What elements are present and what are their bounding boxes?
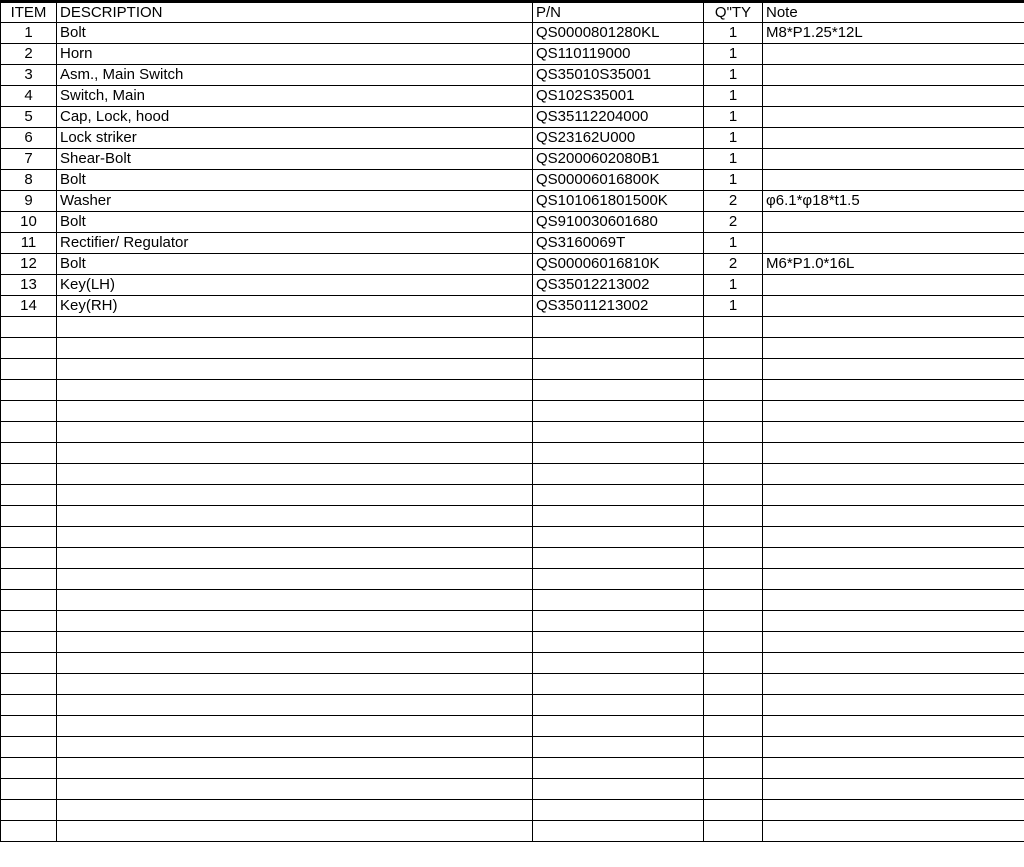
- cell-description: Key(RH): [57, 296, 533, 317]
- cell-note: [763, 401, 1024, 422]
- table-row: [1, 674, 1024, 695]
- cell-item: 9: [1, 191, 57, 212]
- cell-qty: [704, 758, 763, 779]
- cell-item: [1, 737, 57, 758]
- cell-description: [57, 380, 533, 401]
- cell-note: [763, 212, 1024, 233]
- cell-pn: [533, 401, 704, 422]
- cell-qty: [704, 590, 763, 611]
- table-row: [1, 107, 1024, 128]
- cell-note: M6*P1.0*16L: [763, 254, 1024, 275]
- table-row: [1, 737, 1024, 758]
- cell-item: 13: [1, 275, 57, 296]
- cell-note: [763, 527, 1024, 548]
- cell-item: [1, 779, 57, 800]
- cell-note: [763, 485, 1024, 506]
- cell-note: [763, 170, 1024, 191]
- cell-description: Shear-Bolt: [57, 149, 533, 170]
- cell-item: 11: [1, 233, 57, 254]
- cell-pn: [533, 800, 704, 821]
- cell-item: [1, 485, 57, 506]
- cell-description: [57, 674, 533, 695]
- cell-note: [763, 800, 1024, 821]
- cell-item: [1, 821, 57, 842]
- cell-qty: [704, 716, 763, 737]
- table-row: [1, 653, 1024, 674]
- cell-pn: [533, 443, 704, 464]
- cell-item: [1, 317, 57, 338]
- cell-qty: 1: [704, 107, 763, 128]
- cell-pn: [533, 821, 704, 842]
- cell-pn: QS3160069T: [533, 233, 704, 254]
- cell-description: [57, 359, 533, 380]
- cell-pn: QS35112204000: [533, 107, 704, 128]
- cell-item: [1, 716, 57, 737]
- cell-item: 12: [1, 254, 57, 275]
- cell-qty: 2: [704, 191, 763, 212]
- table-row: [1, 191, 1024, 212]
- cell-description: Switch, Main: [57, 86, 533, 107]
- table-row: [1, 464, 1024, 485]
- cell-description: [57, 758, 533, 779]
- cell-description: [57, 317, 533, 338]
- table-row: [1, 170, 1024, 191]
- cell-note: [763, 590, 1024, 611]
- cell-description: [57, 338, 533, 359]
- cell-pn: [533, 338, 704, 359]
- cell-qty: [704, 464, 763, 485]
- cell-description: [57, 695, 533, 716]
- cell-note: [763, 44, 1024, 65]
- table-row: [1, 212, 1024, 233]
- cell-pn: [533, 779, 704, 800]
- header-row: [1, 2, 1024, 23]
- table-row: [1, 548, 1024, 569]
- cell-item: [1, 590, 57, 611]
- cell-description: [57, 443, 533, 464]
- cell-description: Bolt: [57, 23, 533, 44]
- cell-item: 10: [1, 212, 57, 233]
- table-row: [1, 233, 1024, 254]
- table-row: [1, 422, 1024, 443]
- table-row: [1, 779, 1024, 800]
- cell-note: [763, 422, 1024, 443]
- cell-description: [57, 821, 533, 842]
- cell-description: [57, 548, 533, 569]
- header-pn: P/N: [533, 2, 704, 23]
- cell-note: [763, 674, 1024, 695]
- cell-pn: QS102S35001: [533, 86, 704, 107]
- cell-qty: [704, 422, 763, 443]
- cell-pn: QS2000602080B1: [533, 149, 704, 170]
- cell-pn: [533, 590, 704, 611]
- table-row: [1, 359, 1024, 380]
- cell-item: 6: [1, 128, 57, 149]
- cell-item: 5: [1, 107, 57, 128]
- cell-pn: QS910030601680: [533, 212, 704, 233]
- header-qty: Q"TY: [704, 2, 763, 23]
- cell-pn: [533, 527, 704, 548]
- cell-qty: 1: [704, 296, 763, 317]
- cell-qty: [704, 506, 763, 527]
- cell-qty: 2: [704, 254, 763, 275]
- cell-item: [1, 464, 57, 485]
- cell-description: Lock striker: [57, 128, 533, 149]
- cell-description: Bolt: [57, 254, 533, 275]
- cell-description: [57, 716, 533, 737]
- cell-pn: [533, 485, 704, 506]
- cell-qty: [704, 548, 763, 569]
- cell-note: [763, 548, 1024, 569]
- cell-item: [1, 380, 57, 401]
- cell-item: [1, 443, 57, 464]
- parts-list-body: [1, 2, 1024, 842]
- cell-note: [763, 359, 1024, 380]
- cell-pn: [533, 653, 704, 674]
- cell-qty: [704, 653, 763, 674]
- cell-item: [1, 359, 57, 380]
- cell-note: [763, 821, 1024, 842]
- cell-note: [763, 149, 1024, 170]
- cell-note: [763, 275, 1024, 296]
- cell-qty: 1: [704, 170, 763, 191]
- cell-item: [1, 548, 57, 569]
- cell-description: [57, 590, 533, 611]
- cell-note: [763, 317, 1024, 338]
- cell-qty: [704, 443, 763, 464]
- cell-item: [1, 422, 57, 443]
- table-row: [1, 128, 1024, 149]
- cell-item: 14: [1, 296, 57, 317]
- cell-pn: [533, 380, 704, 401]
- cell-item: [1, 695, 57, 716]
- cell-pn: [533, 464, 704, 485]
- cell-qty: [704, 338, 763, 359]
- cell-note: [763, 758, 1024, 779]
- cell-description: [57, 422, 533, 443]
- cell-item: 1: [1, 23, 57, 44]
- table-row: [1, 632, 1024, 653]
- cell-qty: [704, 674, 763, 695]
- cell-description: Washer: [57, 191, 533, 212]
- table-row: [1, 443, 1024, 464]
- cell-item: 7: [1, 149, 57, 170]
- cell-qty: [704, 569, 763, 590]
- cell-pn: QS101061801500K: [533, 191, 704, 212]
- table-row: [1, 401, 1024, 422]
- cell-qty: [704, 485, 763, 506]
- header-note: Note: [763, 2, 1024, 23]
- cell-item: [1, 338, 57, 359]
- cell-pn: [533, 422, 704, 443]
- header-description: DESCRIPTION: [57, 2, 533, 23]
- cell-note: [763, 779, 1024, 800]
- cell-item: [1, 506, 57, 527]
- cell-note: [763, 464, 1024, 485]
- cell-item: [1, 611, 57, 632]
- cell-pn: [533, 758, 704, 779]
- cell-qty: [704, 695, 763, 716]
- cell-pn: QS35012213002: [533, 275, 704, 296]
- cell-qty: 1: [704, 65, 763, 86]
- cell-item: 8: [1, 170, 57, 191]
- cell-qty: 1: [704, 275, 763, 296]
- cell-note: [763, 65, 1024, 86]
- cell-qty: [704, 401, 763, 422]
- cell-pn: QS00006016810K: [533, 254, 704, 275]
- cell-pn: QS110119000: [533, 44, 704, 65]
- cell-item: [1, 569, 57, 590]
- cell-note: [763, 506, 1024, 527]
- table-row: [1, 527, 1024, 548]
- cell-pn: [533, 359, 704, 380]
- cell-qty: 1: [704, 128, 763, 149]
- cell-pn: QS35010S35001: [533, 65, 704, 86]
- cell-note: [763, 716, 1024, 737]
- table-row: [1, 254, 1024, 275]
- cell-description: Key(LH): [57, 275, 533, 296]
- cell-note: [763, 86, 1024, 107]
- cell-item: 3: [1, 65, 57, 86]
- cell-description: [57, 569, 533, 590]
- cell-note: [763, 737, 1024, 758]
- cell-description: [57, 527, 533, 548]
- cell-qty: 1: [704, 149, 763, 170]
- cell-note: [763, 128, 1024, 149]
- cell-description: [57, 401, 533, 422]
- cell-note: [763, 443, 1024, 464]
- cell-note: φ6.1*φ18*t1.5: [763, 191, 1024, 212]
- cell-description: Bolt: [57, 170, 533, 191]
- table-row: [1, 485, 1024, 506]
- table-row: [1, 716, 1024, 737]
- cell-qty: 1: [704, 86, 763, 107]
- cell-pn: [533, 506, 704, 527]
- cell-item: 2: [1, 44, 57, 65]
- header-item: ITEM: [1, 2, 57, 23]
- cell-description: [57, 800, 533, 821]
- cell-description: Asm., Main Switch: [57, 65, 533, 86]
- cell-qty: 2: [704, 212, 763, 233]
- table-row: [1, 44, 1024, 65]
- cell-qty: [704, 779, 763, 800]
- cell-item: 4: [1, 86, 57, 107]
- table-row: [1, 275, 1024, 296]
- cell-note: [763, 107, 1024, 128]
- table-row: [1, 695, 1024, 716]
- cell-pn: [533, 737, 704, 758]
- cell-qty: [704, 821, 763, 842]
- cell-description: [57, 779, 533, 800]
- cell-description: [57, 485, 533, 506]
- table-row: [1, 506, 1024, 527]
- table-row: [1, 611, 1024, 632]
- cell-description: [57, 464, 533, 485]
- table-row: [1, 338, 1024, 359]
- cell-item: [1, 632, 57, 653]
- table-row: [1, 317, 1024, 338]
- cell-pn: QS00006016800K: [533, 170, 704, 191]
- cell-item: [1, 653, 57, 674]
- cell-qty: [704, 737, 763, 758]
- cell-description: Horn: [57, 44, 533, 65]
- cell-pn: [533, 569, 704, 590]
- cell-note: [763, 569, 1024, 590]
- cell-pn: QS0000801280KL: [533, 23, 704, 44]
- table-row: [1, 23, 1024, 44]
- cell-item: [1, 800, 57, 821]
- cell-item: [1, 758, 57, 779]
- cell-item: [1, 401, 57, 422]
- cell-item: [1, 674, 57, 695]
- cell-qty: 1: [704, 233, 763, 254]
- cell-pn: [533, 548, 704, 569]
- cell-qty: [704, 317, 763, 338]
- cell-note: [763, 296, 1024, 317]
- cell-qty: 1: [704, 44, 763, 65]
- table-row: [1, 758, 1024, 779]
- cell-pn: [533, 695, 704, 716]
- table-row: [1, 86, 1024, 107]
- cell-qty: [704, 632, 763, 653]
- cell-note: [763, 611, 1024, 632]
- table-row: [1, 800, 1024, 821]
- cell-note: [763, 380, 1024, 401]
- cell-qty: 1: [704, 23, 763, 44]
- cell-qty: [704, 359, 763, 380]
- cell-pn: QS23162U000: [533, 128, 704, 149]
- cell-note: [763, 695, 1024, 716]
- table-row: [1, 821, 1024, 842]
- cell-description: Cap, Lock, hood: [57, 107, 533, 128]
- table-row: [1, 569, 1024, 590]
- cell-description: Bolt: [57, 212, 533, 233]
- cell-description: [57, 737, 533, 758]
- cell-pn: [533, 674, 704, 695]
- table-row: [1, 380, 1024, 401]
- cell-description: Rectifier/ Regulator: [57, 233, 533, 254]
- cell-note: [763, 233, 1024, 254]
- cell-note: [763, 632, 1024, 653]
- cell-pn: [533, 317, 704, 338]
- cell-qty: [704, 800, 763, 821]
- table-row: [1, 590, 1024, 611]
- table-row: [1, 149, 1024, 170]
- cell-description: [57, 653, 533, 674]
- cell-qty: [704, 380, 763, 401]
- cell-pn: [533, 611, 704, 632]
- cell-pn: QS35011213002: [533, 296, 704, 317]
- cell-pn: [533, 632, 704, 653]
- cell-item: [1, 527, 57, 548]
- cell-description: [57, 632, 533, 653]
- cell-note: M8*P1.25*12L: [763, 23, 1024, 44]
- cell-note: [763, 653, 1024, 674]
- cell-pn: [533, 716, 704, 737]
- cell-description: [57, 506, 533, 527]
- cell-qty: [704, 611, 763, 632]
- table-row: [1, 296, 1024, 317]
- cell-qty: [704, 527, 763, 548]
- cell-note: [763, 338, 1024, 359]
- cell-description: [57, 611, 533, 632]
- table-row: [1, 65, 1024, 86]
